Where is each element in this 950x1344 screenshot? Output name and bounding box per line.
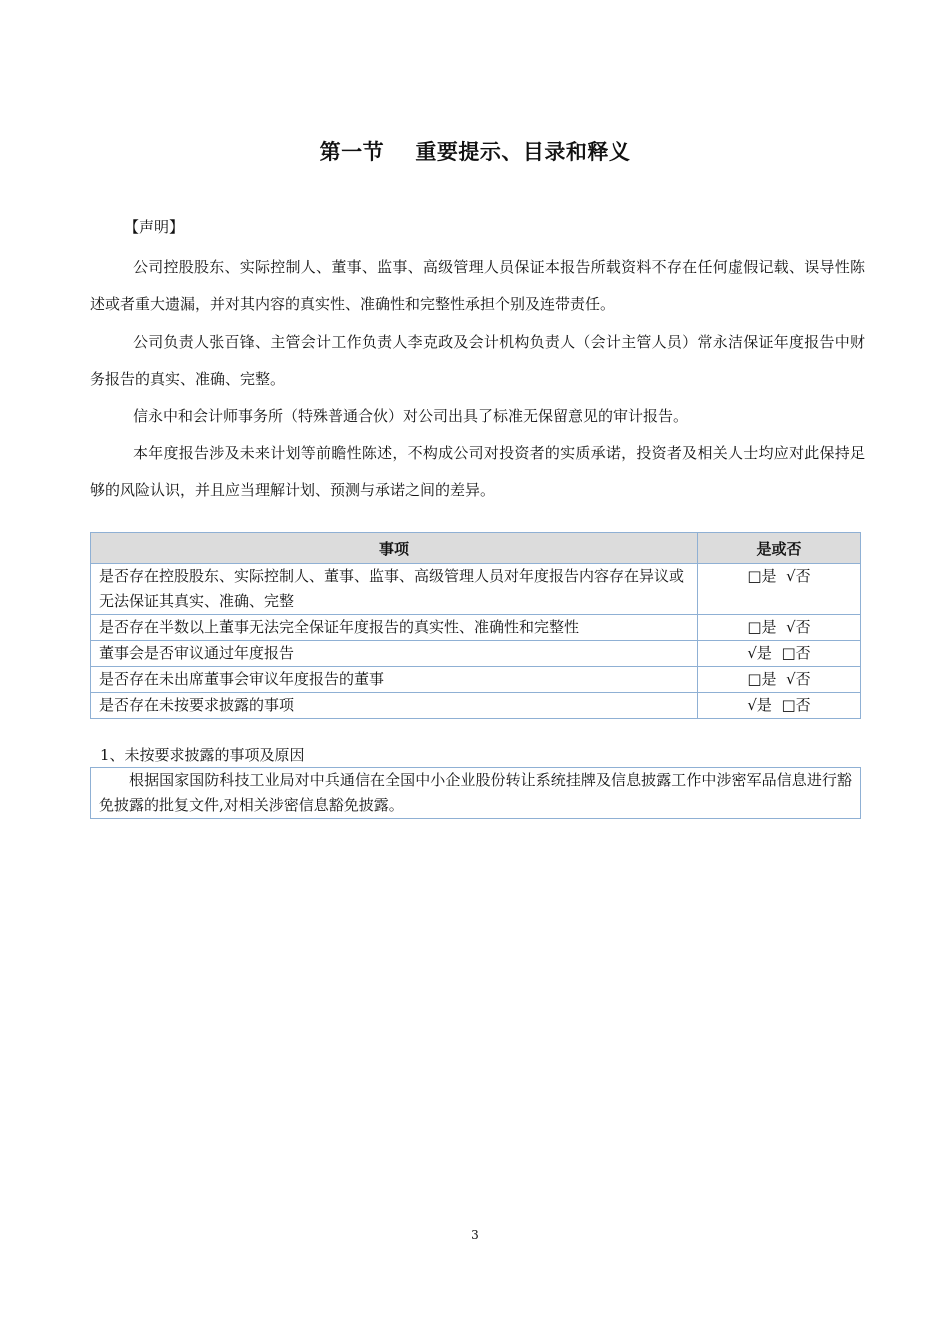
- declaration-paragraph: 信永中和会计师事务所（特殊普通合伙）对公司出具了标准无保留意见的审计报告。: [133, 407, 689, 425]
- header-matter: 事项: [91, 533, 698, 564]
- row-question: 是否存在控股股东、实际控制人、董事、监事、高级管理人员对年度报告内容存在异议或无法保证其真实、准确、完整: [91, 564, 698, 615]
- row-answer: □是 √否: [698, 615, 861, 641]
- declaration-heading: 【声明】: [124, 218, 185, 236]
- row-question: 是否存在未按要求披露的事项: [91, 693, 698, 719]
- row-answer: □是 √否: [698, 564, 861, 615]
- page-number: 3: [471, 1228, 479, 1242]
- row-question: 是否存在半数以上董事无法完全保证年度报告的真实性、准确性和完整性: [91, 615, 698, 641]
- section-title: 第一节 重要提示、目录和释义: [319, 140, 631, 164]
- declaration-paragraph: 本年度报告涉及未来计划等前瞻性陈述，不构成公司对投资者的实质承诺，投资者及相关人士均应对此保持足够的风险认识，并且应当理解计划、预测与承诺之间的差异。: [90, 444, 865, 499]
- undisclosed-heading: 1、未按要求披露的事项及原因: [100, 746, 305, 764]
- table-row: [91, 693, 861, 719]
- header-yes-no: 是或否: [698, 533, 861, 564]
- declaration-paragraph: 公司负责人张百锋、主管会计工作负责人李克政及会计机构负责人（会计主管人员）常永洁保证年度报告中财务报告的真实、准确、完整。: [90, 333, 865, 388]
- table-row: [91, 667, 861, 693]
- row-answer: √是 □否: [698, 693, 861, 719]
- table-header-row: [91, 533, 861, 564]
- declaration-paragraph: 公司控股股东、实际控制人、董事、监事、高级管理人员保证本报告所载资料不存在任何虚假记载、误导性陈述或者重大遗漏，并对其内容的真实性、准确性和完整性承担个别及连带责任。: [90, 258, 865, 313]
- row-question: 董事会是否审议通过年度报告: [91, 641, 698, 667]
- row-answer: √是 □否: [698, 641, 861, 667]
- table-row: [91, 564, 861, 615]
- row-question: 是否存在未出席董事会审议年度报告的董事: [91, 667, 698, 693]
- matters-table: [90, 532, 861, 719]
- table-row: [91, 615, 861, 641]
- undisclosed-reason-box: 根据国家国防科技工业局对中兵通信在全国中小企业股份转让系统挂牌及信息披露工作中涉密军品信息进行豁免披露的批复文件,对相关涉密信息豁免披露。: [90, 767, 861, 819]
- table-row: [91, 641, 861, 667]
- row-answer: □是 √否: [698, 667, 861, 693]
